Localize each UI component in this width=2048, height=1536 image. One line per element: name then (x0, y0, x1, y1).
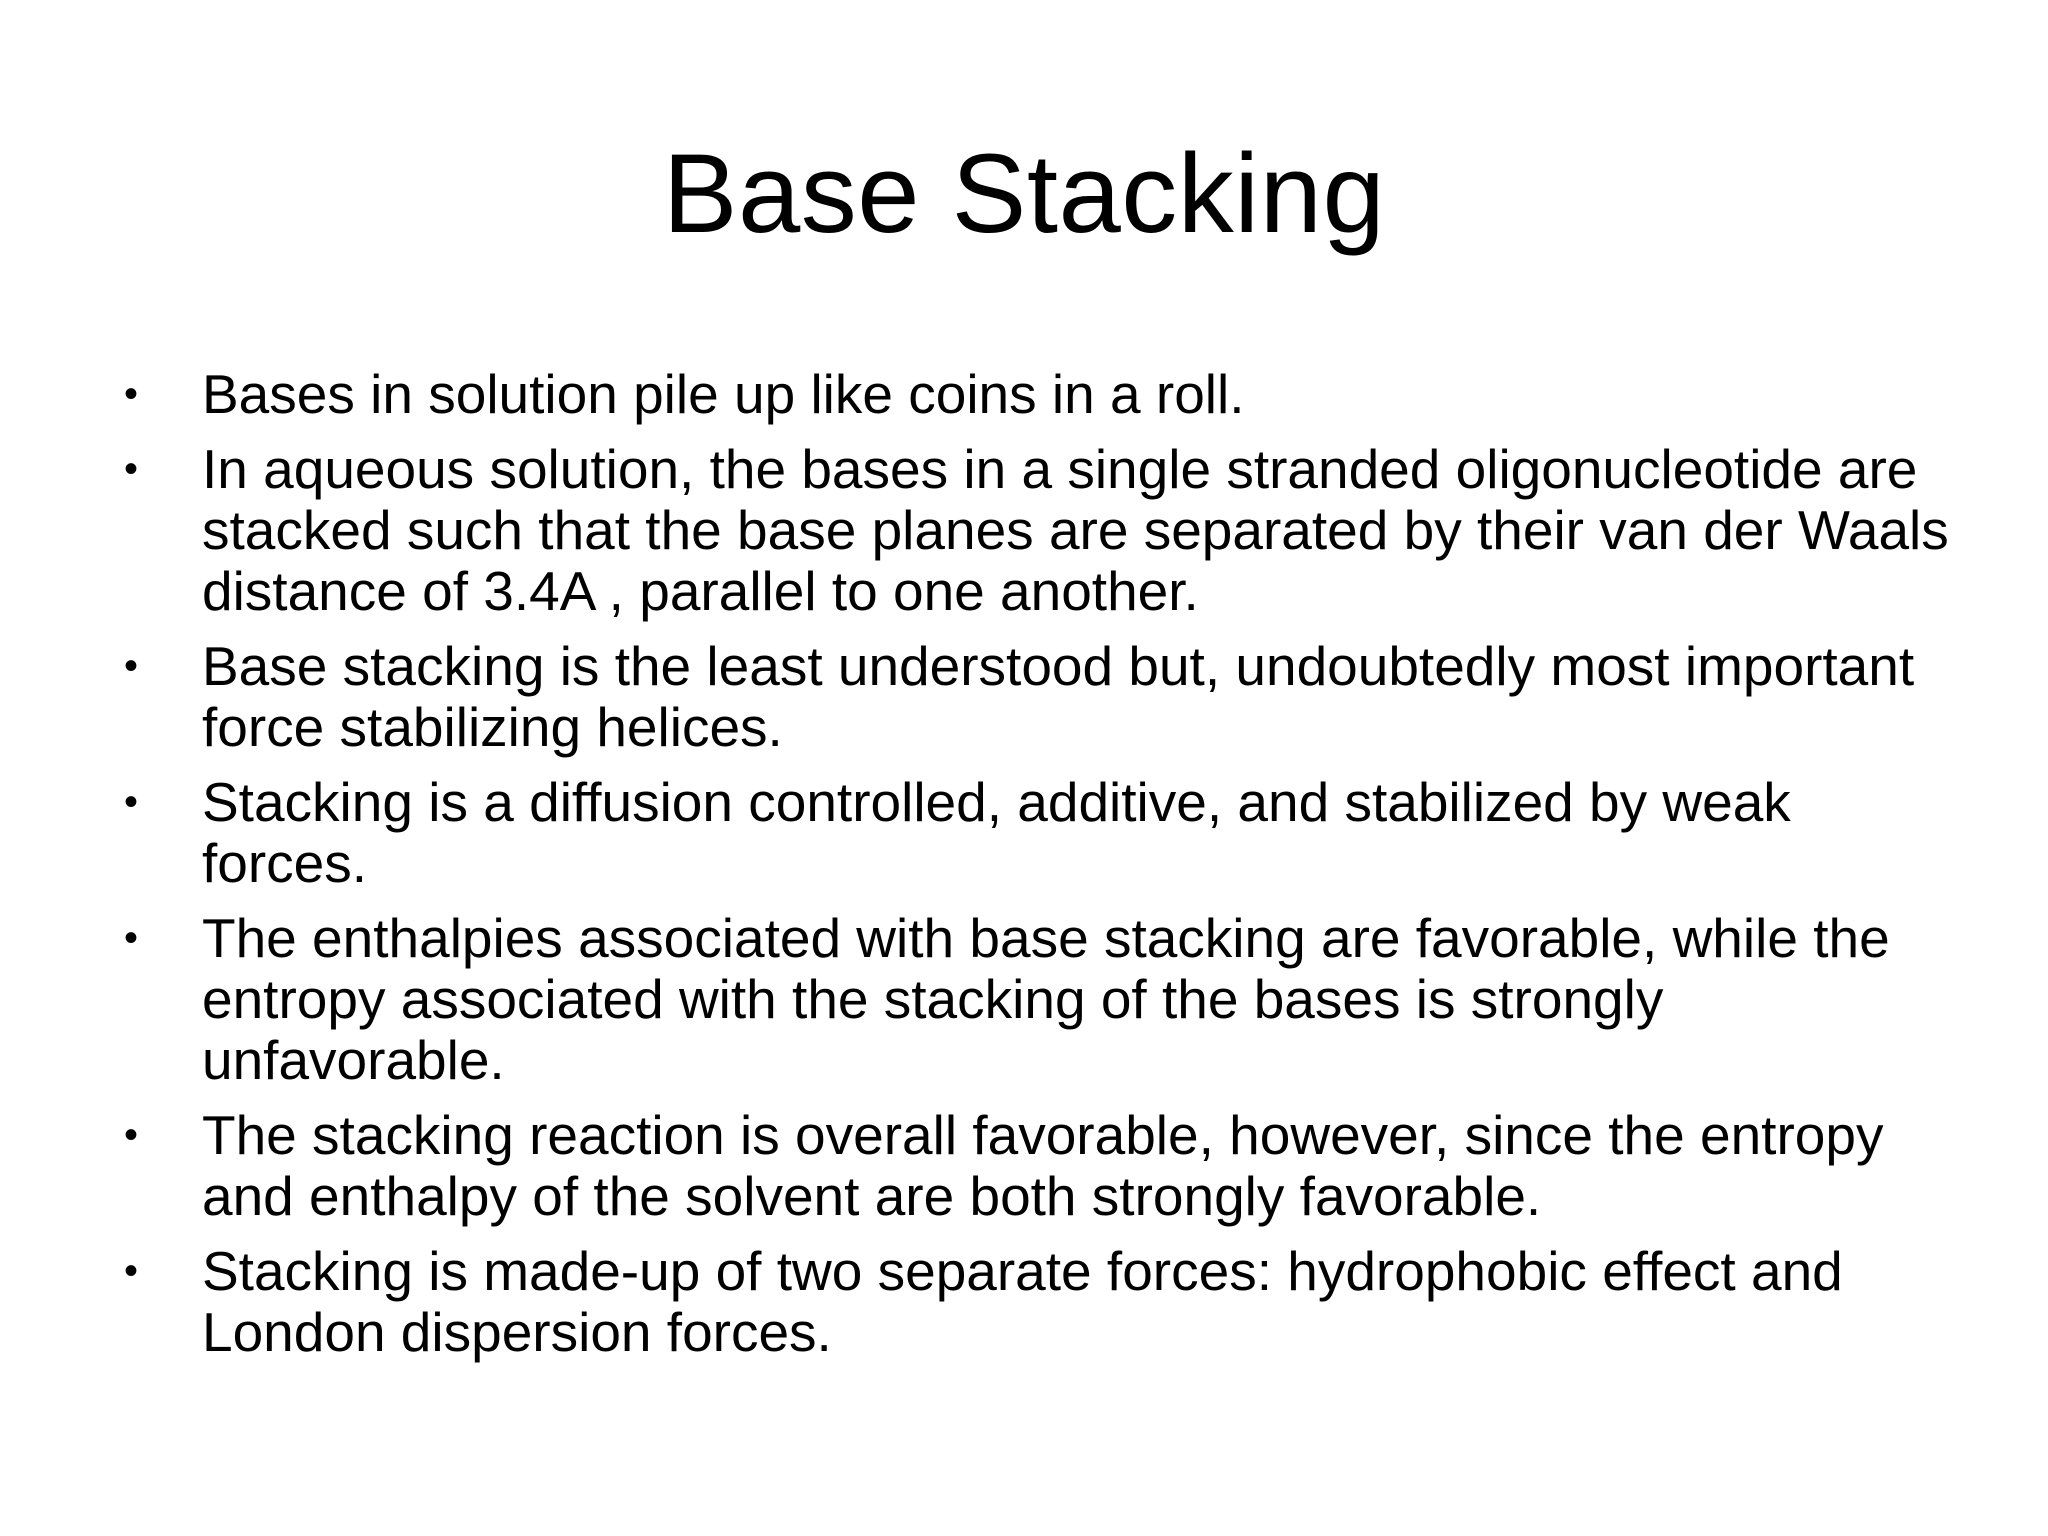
slide-title: Base Stacking (662, 131, 1386, 256)
bullet-text: The enthalpies associated with base stacking are favorable, while the entropy associated with the stacking of the bases is strongly unfavorable. (202, 907, 1890, 1091)
bullet-marker: • (124, 644, 139, 688)
bullet-item (110, 1241, 1970, 1363)
bullet-list (110, 364, 1970, 1377)
bullet-item (110, 1105, 1970, 1227)
bullet-marker: • (124, 916, 139, 960)
bullet-marker: • (124, 780, 139, 824)
bullet-text: Bases in solution pile up like coins in a roll. (202, 363, 1245, 425)
bullet-item (110, 908, 1970, 1091)
bullet-marker: • (124, 1249, 139, 1293)
bullet-marker: • (124, 1113, 139, 1157)
bullet-item (110, 439, 1970, 622)
bullet-marker: • (124, 372, 139, 416)
bullet-item (110, 364, 1970, 425)
bullet-text: Base stacking is the least understood but, undoubtedly most important force stabilizing helices. (202, 635, 1915, 758)
bullet-text: In aqueous solution, the bases in a single stranded oligonucleotide are stacked such that the base planes are separated by their van der Waals distance of 3.4A , parallel to one another. (202, 438, 1949, 622)
bullet-item (110, 772, 1970, 894)
bullet-marker: • (124, 447, 139, 491)
bullet-item (110, 636, 1970, 758)
bullet-text: Stacking is a diffusion controlled, additive, and stabilized by weak forces. (202, 771, 1791, 894)
bullet-text: Stacking is made-up of two separate forces: hydrophobic effect and London dispersion forces. (202, 1240, 1843, 1363)
bullet-text: The stacking reaction is overall favorable, however, since the entropy and enthalpy of the solvent are both strongly favorable. (202, 1104, 1884, 1227)
